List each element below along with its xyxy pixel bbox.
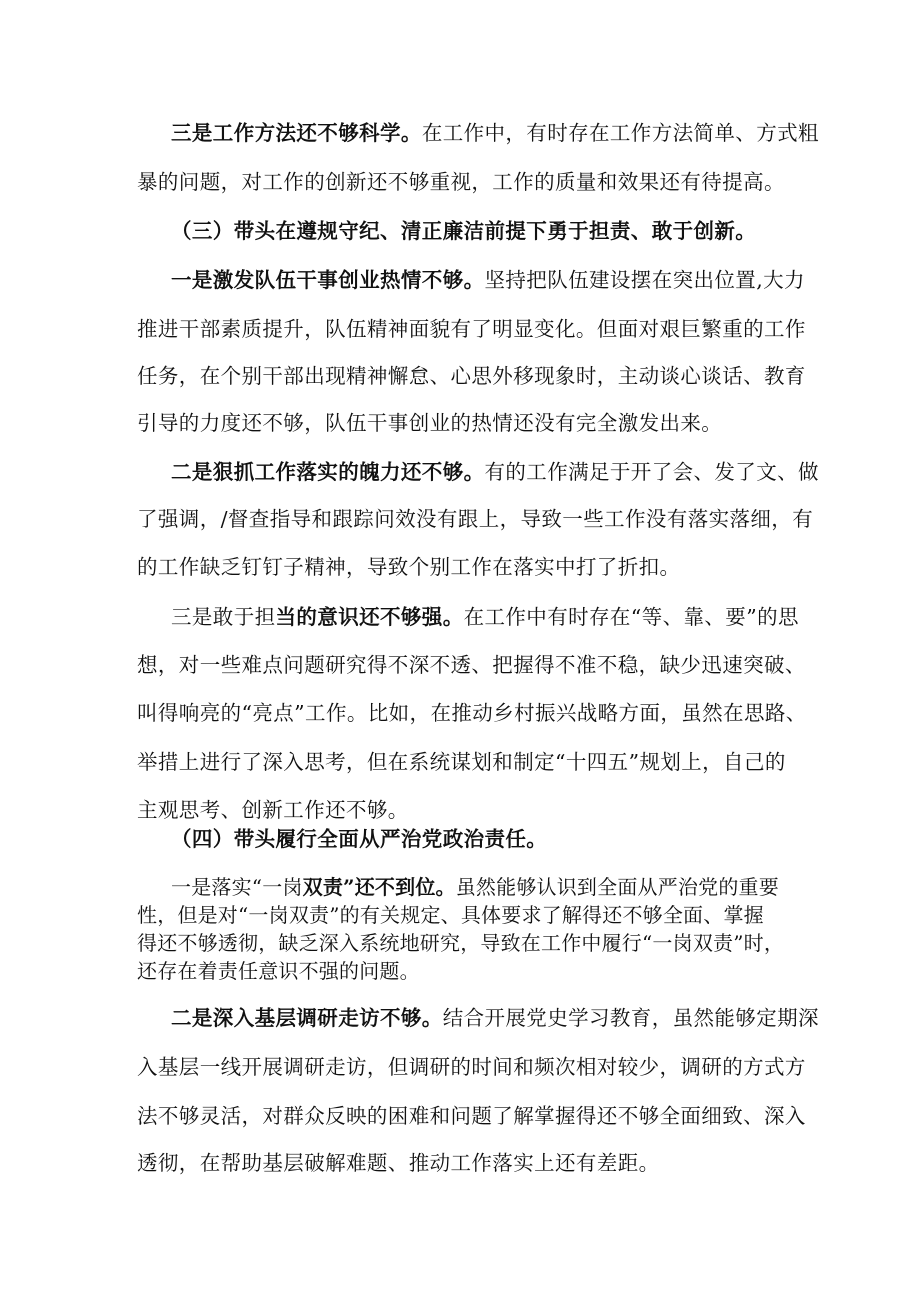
p5-line-2: 性，但是对“一岗双责”的有关规定、具体要求了解得还不够全面、掌握 xyxy=(137,903,764,927)
p2-line-1 xyxy=(171,267,805,293)
p1-bold-lead: 三是工作方法还不够科学。 xyxy=(171,121,422,145)
p4-lead: 三是敢于担 xyxy=(171,605,276,629)
section-heading-3: （三）带头在遵规守纪、清正廉洁前提下勇于担责、敢于创新。 xyxy=(171,219,757,243)
p5-line-3: 得还不够透彻，缺乏深入系统地研究，导致在工作中履行“一岗双责”时， xyxy=(137,931,785,955)
p4-line-4: 举措上进行了深入思考，但在系统谋划和制定“十四五”规划上，自己的 xyxy=(137,750,786,774)
p5-lead: 一是落实“一岗 xyxy=(171,875,303,899)
p3-bold-lead: 二是狠抓工作落实的魄力还不够。 xyxy=(171,460,485,484)
p3-line-1-text: 有的工作满足于开了会、发了文、做 xyxy=(484,460,819,484)
p2-line-4: 引导的力度还不够，队伍干事创业的热情还没有完全激发出来。 xyxy=(137,411,723,435)
p4-line-3: 叫得响亮的“亮点”工作。比如，在推动乡村振兴战略方面，虽然在思路、 xyxy=(137,701,807,725)
section-heading-4: （四）带头履行全面从严治党政治责任。 xyxy=(171,827,548,851)
p6-line-1-text: 结合开展党史学习教育，虽然能够定期深 xyxy=(442,1006,819,1030)
p5-bold-lead: 双责”还不到位。 xyxy=(302,875,456,899)
p5-line-4: 还存在着责任意识不强的问题。 xyxy=(137,959,420,983)
p4-line-2: 想，对一些难点问题研究得不深不透、把握得不准不稳，缺少迅速突破、 xyxy=(137,653,806,677)
p6-line-2: 入基层一线开展调研走访，但调研的时间和频次相对较少，调研的方式方 xyxy=(137,1055,806,1079)
p6-line-4: 透彻，在帮助基层破解难题、推动工作落实上还有差距。 xyxy=(137,1151,660,1175)
p4-line-1 xyxy=(171,604,799,630)
p2-line-2: 推进干部素质提升，队伍精神面貌有了明显变化。但面对艰巨繁重的工作 xyxy=(137,317,806,341)
p1-line-2: 暴的问题，对工作的创新还不够重视，工作的质量和效果还有待提高。 xyxy=(137,170,785,194)
p6-line-3: 法不够灵活，对群众反映的困难和问题了解掌握得还不够全面细致、深入 xyxy=(137,1104,806,1128)
p4-line-5: 主观思考、创新工作还不够。 xyxy=(137,798,409,822)
p3-line-1 xyxy=(171,459,819,485)
p2-bold-lead: 一是激发队伍干事创业热情不够。 xyxy=(171,268,485,292)
p6-bold-lead: 二是深入基层调研走访不够。 xyxy=(171,1006,443,1030)
p3-line-2: 了强调，/督查指导和跟踪问效没有跟上，导致一些工作没有落实落细，有 xyxy=(137,507,814,531)
p3-line-3: 的工作缺乏钉钉子精神，导致个别工作在落实中打了折扣。 xyxy=(137,555,681,579)
p5-line-1-text: 虽然能够认识到全面从严治党的重要 xyxy=(455,875,779,899)
p2-line-1-text: 坚持把队伍建设摆在突出位置,大力 xyxy=(484,268,805,292)
p6-line-1 xyxy=(171,1005,819,1031)
p2-line-3: 任务，在个别干部出现精神懈怠、心思外移现象时，主动谈心谈话、教育 xyxy=(137,364,806,388)
p4-line-1-text: 在工作中有时存在“等、靠、要”的思 xyxy=(463,605,799,629)
p1-line-1-text: 在工作中，有时存在工作方法简单、方式粗 xyxy=(421,121,819,145)
p5-line-1 xyxy=(171,874,779,900)
p1-line-1 xyxy=(171,120,819,146)
p4-bold-lead: 当的意识还不够强。 xyxy=(275,605,464,629)
